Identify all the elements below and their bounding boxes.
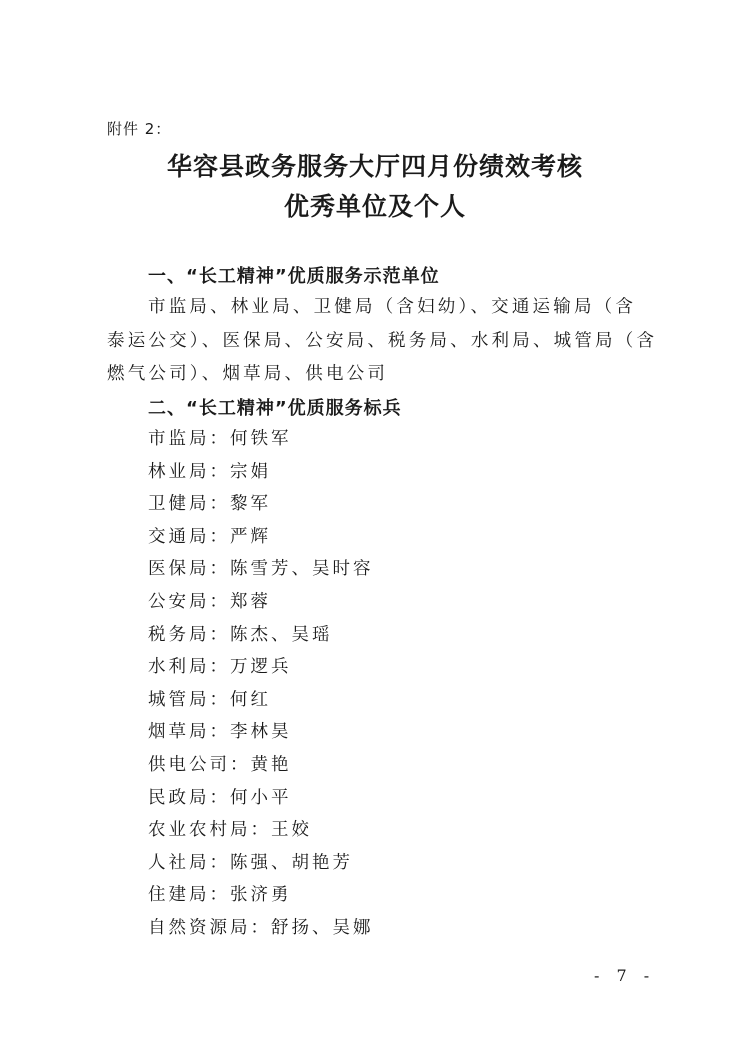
- honoree-organization: 市监局: [148, 429, 210, 449]
- honoree-entry: [148, 621, 333, 646]
- section-2-heading: 二、“长工精神”优质服务标兵: [148, 398, 402, 419]
- honoree-names: 陈雪芳、吴时容: [230, 559, 374, 580]
- colon-separator: ：: [209, 787, 230, 808]
- document-title-line-2: 优秀单位及个人: [283, 192, 466, 221]
- honoree-organization: 医保局: [148, 559, 210, 580]
- honoree-entry: [148, 653, 292, 678]
- honoree-organization: 卫健局: [148, 494, 210, 515]
- colon-separator: ：: [250, 918, 271, 938]
- honoree-organization: 人社局: [148, 852, 210, 873]
- honoree-names: 舒扬、吴娜: [271, 918, 374, 938]
- section-1-paragraph-line: 市监局、林业局、卫健局（含妇幼）、交通运输局（含: [148, 297, 637, 317]
- honoree-names: 陈强、胡艳芳: [230, 852, 353, 873]
- colon-separator: ：: [209, 689, 230, 710]
- honoree-organization: 农业农村局: [148, 820, 251, 841]
- honoree-names: 李林昊: [230, 722, 292, 743]
- colon-separator: ：: [209, 461, 230, 482]
- section-1-paragraph-line: 泰运公交）、医保局、公安局、税务局、水利局、城管局（含: [107, 331, 658, 351]
- honoree-names: 何铁军: [230, 429, 292, 449]
- colon-separator: ：: [230, 755, 251, 775]
- section-1-paragraph-line: 燃气公司）、烟草局、供电公司: [107, 364, 389, 384]
- colon-separator: ：: [209, 559, 230, 580]
- honoree-names: 何小平: [230, 787, 292, 808]
- colon-separator: ：: [209, 624, 230, 645]
- honoree-entry: [148, 425, 292, 450]
- honoree-organization: 住建局: [148, 885, 210, 906]
- honoree-entry: [148, 718, 292, 743]
- honoree-organization: 交通局: [148, 526, 210, 547]
- honoree-names: 王姣: [271, 820, 312, 841]
- honoree-entry: [148, 914, 374, 939]
- honoree-organization: 税务局: [148, 624, 210, 645]
- honoree-names: 宗娟: [230, 461, 271, 482]
- honoree-organization: 供电公司: [148, 755, 230, 775]
- colon-separator: ：: [209, 494, 230, 515]
- honoree-entry: [148, 555, 374, 580]
- honoree-organization: 自然资源局: [148, 918, 251, 938]
- honoree-entry: [148, 458, 271, 483]
- colon-separator: ：: [209, 657, 230, 678]
- honoree-organization: 烟草局: [148, 722, 210, 743]
- honoree-entry: [148, 686, 271, 711]
- colon-separator: ：: [209, 429, 230, 449]
- honoree-organization: 城管局: [148, 689, 210, 710]
- honoree-organization: 水利局: [148, 657, 210, 678]
- honoree-entry: [148, 751, 292, 776]
- honoree-names: 严辉: [230, 526, 271, 547]
- colon-separator: ：: [209, 526, 230, 547]
- colon-separator: ：: [209, 852, 230, 873]
- colon-separator: ：: [209, 885, 230, 906]
- document-title-line-1: 华容县政务服务大厅四月份绩效考核: [166, 152, 583, 181]
- colon-separator: ：: [209, 722, 230, 743]
- page-number: - 7 -: [594, 966, 656, 985]
- honoree-entry: [148, 523, 271, 548]
- honoree-organization: 公安局: [148, 592, 210, 612]
- section-1-heading: 一、“长工精神”优质服务示范单位: [148, 266, 440, 287]
- honoree-entry: [148, 881, 292, 906]
- honoree-entry: [148, 490, 271, 515]
- honoree-names: 陈杰、吴瑶: [230, 624, 333, 645]
- honoree-organization: 林业局: [148, 461, 210, 482]
- honoree-entry: [148, 849, 353, 874]
- colon-separator: ：: [250, 820, 271, 841]
- honoree-entry: [148, 816, 312, 841]
- honoree-names: 黎军: [230, 494, 271, 515]
- colon-separator: ：: [209, 592, 230, 612]
- honoree-names: 万逻兵: [230, 657, 292, 678]
- honoree-names: 黄艳: [250, 755, 292, 775]
- honoree-entry: [148, 784, 292, 809]
- honoree-names: 何红: [230, 689, 271, 710]
- honoree-names: 郑蓉: [230, 592, 271, 612]
- attachment-label: 附件 2：: [107, 120, 172, 138]
- honoree-organization: 民政局: [148, 787, 210, 808]
- honoree-names: 张济勇: [230, 885, 292, 906]
- honoree-entry: [148, 588, 271, 613]
